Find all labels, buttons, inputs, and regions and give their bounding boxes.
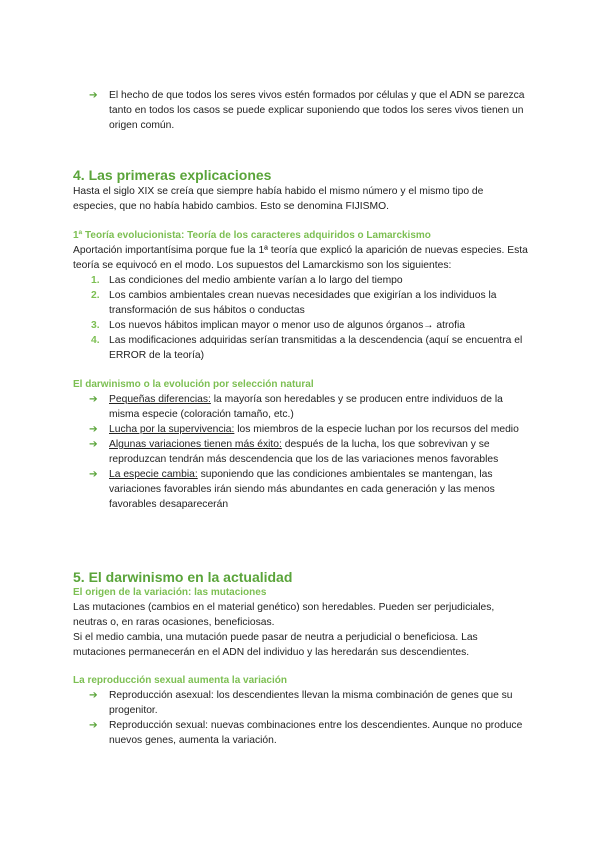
list-item-term: La especie cambia:: [109, 469, 198, 480]
sexual-list: [87, 688, 528, 748]
section-4-title: 4. Las primeras explicaciones: [73, 167, 272, 183]
lamarck-paragraph: Aportación importantísima porque fue la 1ª teoría que explicó la aparición de nuevas especies. Esta teoría se equivocó en el modo. Los supuestos del Lamarckismo son los siguientes:: [73, 245, 528, 271]
arrow-icon: ➔: [89, 720, 98, 731]
list-item: [87, 437, 528, 467]
section-5-title: 5. El darwinismo en la actualidad: [73, 569, 293, 585]
list-item: [87, 318, 528, 333]
list-item-text: Reproducción asexual: los descendientes llevan la misma combinación de genes que su progenitor.: [109, 690, 513, 716]
list-item-text: suponiendo que las condiciones ambientales se mantengan, las variaciones favorables irán siendo más abundantes en cada generación y las menos favorables desaparecerán: [109, 469, 495, 510]
arrow-icon: ➔: [89, 469, 98, 480]
arrow-icon: ➔: [89, 690, 98, 701]
list-item-text: la mayoría son heredables y se producen entre individuos de la misma especie (coloración tamaño, etc.): [109, 394, 503, 420]
arrow-icon: ➔: [89, 394, 98, 405]
sexual-title: La reproducción sexual aumenta la variación: [73, 675, 287, 686]
list-item-text: Reproducción sexual: nuevas combinaciones entre los descendientes. Aunque no produce nuevos genes, aumenta la variación.: [109, 720, 523, 746]
list-item: [87, 288, 528, 318]
list-number: 1.: [91, 275, 100, 286]
list-number: 4.: [91, 335, 100, 346]
intro-bullet-text: El hecho de que todos los seres vivos estén formados por células y que el ADN se parezca tanto en todos los casos se puede explicar suponiendo que todos los seres vivos tienen un origen común.: [109, 90, 525, 131]
darwin-title: El darwinismo o la evolución por selección natural: [73, 379, 314, 390]
darwin-list: [87, 392, 528, 512]
arrow-icon: ➔: [89, 439, 98, 450]
list-item: [87, 273, 528, 288]
lamarck-title: 1ª Teoría evolucionista: Teoría de los caracteres adquiridos o Lamarckismo: [73, 230, 431, 241]
list-item-text: Las modificaciones adquiridas serían transmitidas a la descendencia (aquí se encuentra el ERROR de la teoría): [109, 335, 523, 361]
lamarck-list: [87, 273, 528, 363]
list-item: [87, 392, 528, 422]
list-number: 2.: [91, 290, 100, 301]
list-item: [87, 88, 528, 133]
section-4: [73, 166, 528, 512]
intro-block: [73, 88, 528, 133]
intro-list: [87, 88, 528, 133]
list-item: [87, 688, 528, 718]
list-item-term: Pequeñas diferencias:: [109, 394, 211, 405]
list-item-text: Los nuevos hábitos implican mayor o menor uso de algunos órganos→ atrofia: [109, 320, 466, 331]
arrow-icon: ➔: [89, 90, 98, 101]
arrow-icon: ➔: [89, 424, 98, 435]
list-item: [87, 467, 528, 512]
mutations-paragraph-1: Las mutaciones (cambios en el material genético) son heredables. Pueden ser perjudiciales, neutras o, en raras ocasiones, beneficiosas.: [73, 602, 495, 628]
list-item-term: Lucha por la supervivencia:: [109, 424, 235, 435]
list-item-text: los miembros de la especie luchan por los recursos del medio: [234, 424, 519, 435]
list-number: 3.: [91, 320, 100, 331]
list-item: [87, 422, 528, 437]
list-item-text: después de la lucha, los que sobrevivan y se reproduzcan tendrán más descendencia que los de las variaciones menos favorables: [109, 439, 499, 465]
list-item-term: Algunas variaciones tienen más éxito:: [109, 439, 282, 450]
list-item-text: Los cambios ambientales crean nuevas necesidades que exigirían a los individuos la transformación de sus hábitos o conductas: [109, 290, 497, 316]
list-item: [87, 333, 528, 363]
section-5: [73, 568, 528, 748]
mutations-paragraph-2: Si el medio cambia, una mutación puede pasar de neutra a perjudicial o beneficiosa. Las mutaciones permanecerán en el ADN del individuo y las heredarán sus descendientes.: [73, 632, 478, 658]
fijismo-paragraph: Hasta el siglo XIX se creía que siempre había habido el mismo número y el mismo tipo de especies, que no había habido cambios. Esto se denomina FIJISMO.: [73, 186, 484, 212]
list-item: [87, 718, 528, 748]
list-item-text: Las condiciones del medio ambiente varían a lo largo del tiempo: [109, 275, 403, 286]
mutations-title: El origen de la variación: las mutaciones: [73, 587, 267, 598]
